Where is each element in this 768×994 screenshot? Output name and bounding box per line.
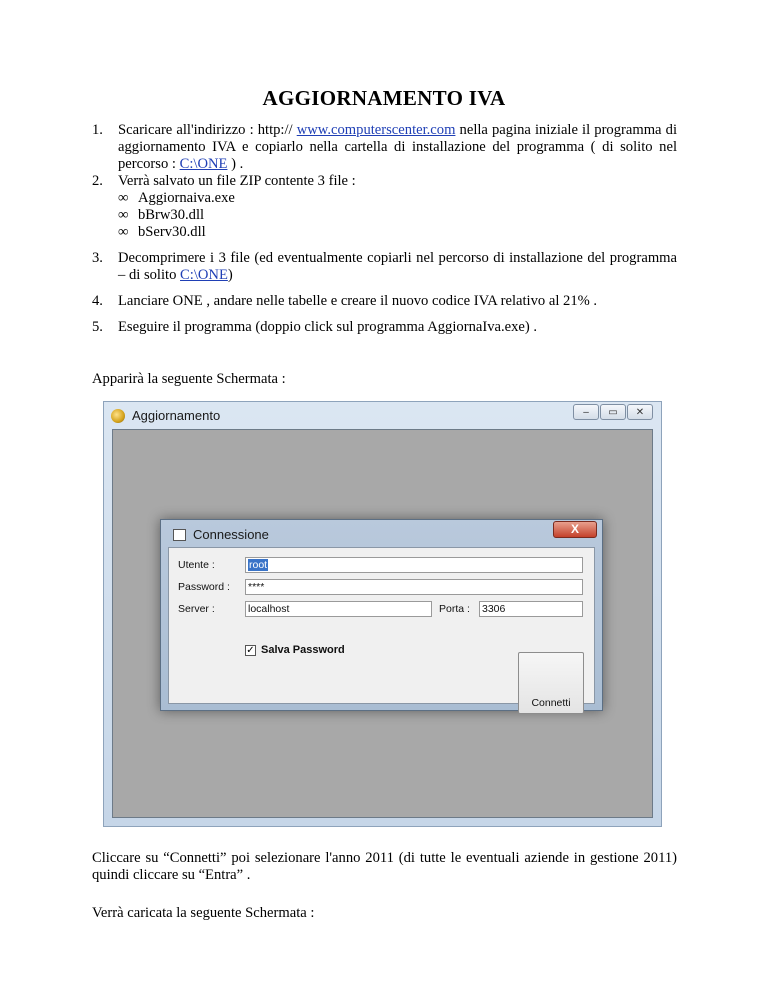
instruction-paragraph: Cliccare su “Connetti” poi selezionare l'anno 2011 (di tutte le eventuali aziende in gestione 2011) quindi cliccare su “Entra” . (92, 850, 677, 883)
bullet-icon: ∞ (118, 224, 129, 240)
path-link[interactable]: C:\ONE (179, 156, 228, 172)
save-password-label: Salva Password (261, 644, 345, 656)
password-field[interactable]: **** (245, 579, 583, 595)
step-text: Decomprimere i 3 file (ed eventualmente copiarli nel percorso di installazione del programma – di solito (118, 250, 677, 283)
porta-field[interactable]: 3306 (479, 601, 583, 617)
list-item (118, 207, 677, 224)
minimize-button[interactable]: – (573, 404, 599, 420)
connect-button[interactable] (518, 652, 584, 714)
utente-value: root (249, 559, 268, 571)
website-link[interactable]: www.computerscenter.com (296, 122, 456, 138)
step-number: 4. (92, 293, 103, 309)
maximize-button[interactable]: ▭ (600, 404, 626, 420)
window-titlebar (104, 402, 661, 428)
dialog-body (168, 547, 595, 709)
app-icon (111, 409, 125, 423)
file-list (118, 190, 677, 241)
step-3 (92, 250, 677, 284)
server-label: Server : (178, 603, 215, 615)
list-item (118, 190, 677, 207)
step-1 (92, 122, 677, 173)
step-text: Eseguire il programma (doppio click sul programma AggiornaIva.exe) . (118, 319, 538, 335)
dialog-title: Connessione (193, 527, 269, 542)
path-link[interactable]: C:\ONE (180, 267, 228, 283)
dialog-close-button[interactable]: X (553, 521, 597, 538)
bullet-icon: ∞ (118, 207, 129, 223)
step-text: ) (227, 267, 233, 283)
window-controls (573, 404, 653, 420)
list-item (118, 224, 677, 241)
dialog-icon (173, 529, 186, 541)
file-name: bServ30.dll (138, 224, 206, 240)
step-number: 1. (92, 122, 103, 138)
step-number: 2. (92, 173, 103, 189)
step-5 (92, 319, 677, 336)
step-number: 3. (92, 250, 103, 266)
outro-paragraph: Verrà caricata la seguente Schermata : (92, 905, 315, 921)
step-4 (92, 293, 677, 310)
step-number: 5. (92, 319, 103, 335)
server-field[interactable]: localhost (245, 601, 432, 617)
intro-paragraph: Apparirà la seguente Schermata : (92, 371, 286, 387)
save-password-checkbox[interactable]: ✓ (246, 645, 255, 656)
step-text: Lanciare ONE , andare nelle tabelle e creare il nuovo codice IVA relativo al 21% . (118, 293, 598, 309)
document-title: AGGIORNAMENTO IVA (262, 86, 506, 110)
step-text: nella pagina iniziale il programma di aggiornamento IVA e copiarlo nella cartella di installazione del programma ( di solito nel percorso : (118, 122, 677, 172)
bullet-icon: ∞ (118, 190, 129, 206)
step-text: Scaricare all'indirizzo : http:// (118, 122, 297, 138)
password-label: Password : (178, 581, 230, 593)
file-name: bBrw30.dll (138, 207, 205, 223)
file-name: Aggiornaiva.exe (138, 190, 235, 206)
utente-field[interactable] (245, 557, 583, 573)
window-title: Aggiornamento (132, 408, 221, 423)
steps-list (92, 122, 677, 336)
step-2 (92, 173, 677, 241)
porta-label: Porta : (439, 603, 470, 615)
close-button[interactable]: ✕ (627, 404, 653, 420)
step-text: ) . (227, 156, 244, 172)
connect-button-label: Connetti (531, 697, 571, 709)
utente-label: Utente : (178, 559, 215, 571)
step-text: Verrà salvato un file ZIP contente 3 file : (118, 173, 356, 189)
connection-dialog (160, 519, 603, 711)
